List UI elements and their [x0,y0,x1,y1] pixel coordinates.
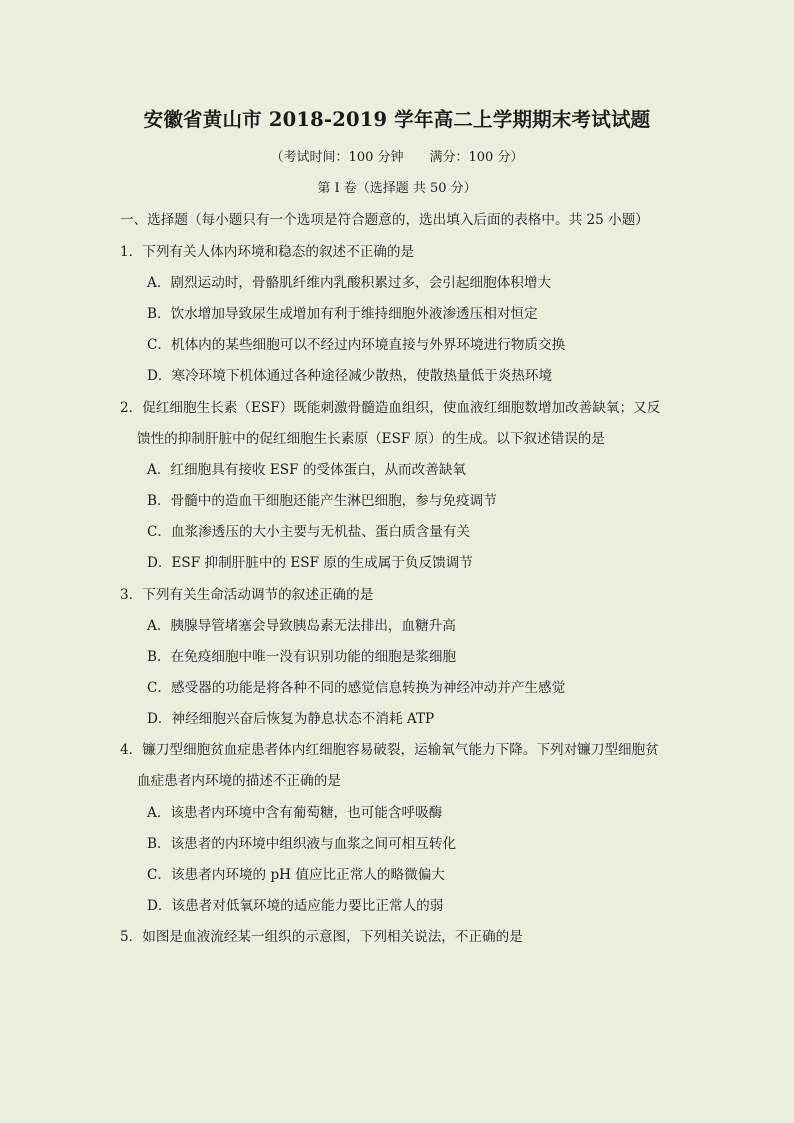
option: D．该患者对低氧环境的适应能力要比正常人的弱 [147,898,444,914]
question-stem: 4．镰刀型细胞贫血症患者体内红细胞容易破裂，运输氧气能力下降。下列对镰刀型细胞贫 [120,742,659,758]
instruction: 一、选择题（每小题只有一个选项是符合题意的，选出填入后面的表格中。共 25 小题） [120,212,649,228]
exam-score: 满分：100 分） [429,150,524,165]
option: D．ESF 抑制肝脏中的 ESF 原的生成属于负反馈调节 [147,555,473,571]
question-stem: 血症患者内环境的描述不正确的是 [137,773,341,789]
exam-info [0,146,794,165]
question-stem: 1．下列有关人体内环境和稳态的叙述不正确的是 [120,244,415,260]
option: C．该患者内环境的 pH 值应比正常人的略微偏大 [147,867,445,883]
option: C．感受器的功能是将各种不同的感觉信息转换为神经冲动并产生感觉 [147,680,566,696]
option: D．寒冷环境下机体通过各种途径减少散热，使散热量低于炎热环境 [147,368,553,384]
question-stem: 馈性的抑制肝脏中的促红细胞生长素原（ESF 原）的生成。以下叙述错误的是 [137,431,605,447]
exam-title: 安徽省黄山市 2018-2019 学年高二上学期期末考试试题 [143,108,651,131]
option: A．剧烈运动时，骨骼肌纤维内乳酸积累过多，会引起细胞体积增大 [147,275,552,291]
option: D．神经细胞兴奋后恢复为静息状态不消耗 ATP [147,711,435,727]
option: A．胰腺导管堵塞会导致胰岛素无法排出，血糖升高 [147,618,456,634]
option: B．骨髓中的造血干细胞还能产生淋巴细胞，参与免疫调节 [147,493,497,509]
question-stem: 3．下列有关生命活动调节的叙述正确的是 [120,587,374,603]
option: A．红细胞具有接收 ESF 的受体蛋白，从而改善缺氧 [147,462,467,478]
option: C．血浆渗透压的大小主要与无机盐、蛋白质含量有关 [147,524,471,540]
question-stem: 2．促红细胞生长素（ESF）既能刺激骨髓造血组织，使血液红细胞数增加改善缺氧；又反 [120,400,661,416]
option: B．饮水增加导致尿生成增加有利于维持细胞外液渗透压相对恒定 [147,306,538,322]
question-stem: 5．如图是血液流经某一组织的示意图，下列相关说法，不正确的是 [120,929,523,945]
option: C．机体内的某些细胞可以不经过内环境直接与外界环境进行物质交换 [147,337,566,353]
option: B．该患者的内环境中组织液与血浆之间可相互转化 [147,836,457,852]
option: B．在免疫细胞中唯一没有识别功能的细胞是浆细胞 [147,649,457,665]
section-heading: 第 I 卷（选择题 共 50 分） [317,181,477,196]
option: A．该患者内环境中含有葡萄糖，也可能含呼吸酶 [147,805,443,821]
exam-time: （考试时间：100 分钟 [270,150,404,165]
